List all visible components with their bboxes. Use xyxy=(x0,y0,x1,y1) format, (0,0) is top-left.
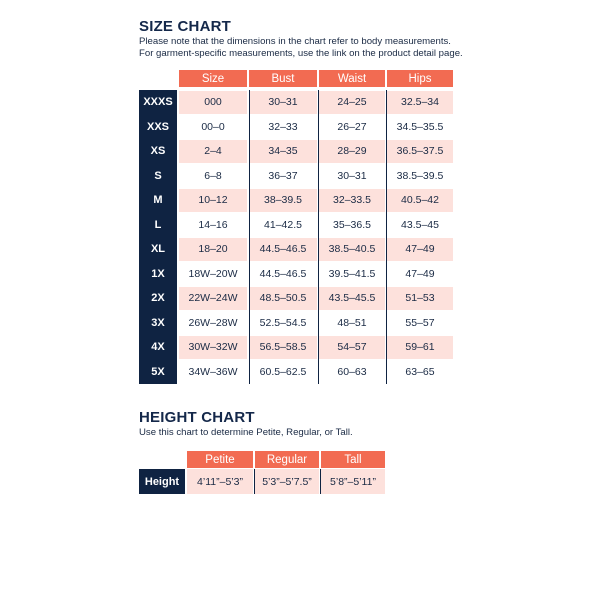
size-cell: 56.5–58.5 xyxy=(249,336,317,359)
size-cell: 32.5–34 xyxy=(387,91,453,114)
height-chart-title: HEIGHT CHART xyxy=(139,409,255,426)
size-column-divider xyxy=(249,90,250,384)
size-cell: 2–4 xyxy=(179,140,247,163)
size-cell: 35–36.5 xyxy=(319,214,385,237)
size-row-label: XL xyxy=(139,237,177,262)
height-row-label: Height xyxy=(139,469,185,494)
size-row-label: 4X xyxy=(139,335,177,360)
size-row-label: XS xyxy=(139,139,177,164)
height-header-tall: Tall xyxy=(321,451,385,468)
size-cell: 48–51 xyxy=(319,312,385,335)
size-cell: 30W–32W xyxy=(179,336,247,359)
size-cell: 28–29 xyxy=(319,140,385,163)
size-cell: 40.5–42 xyxy=(387,189,453,212)
size-row-label: 5X xyxy=(139,360,177,385)
size-cell: 00–0 xyxy=(179,116,247,139)
size-cell: 22W–24W xyxy=(179,287,247,310)
size-cell: 52.5–54.5 xyxy=(249,312,317,335)
size-cell: 34W–36W xyxy=(179,361,247,384)
size-cell: 60–63 xyxy=(319,361,385,384)
height-column-divider xyxy=(320,469,321,494)
size-chart-note-line-2: For garment-specific measurements, use the link on the product detail page. xyxy=(139,48,463,59)
size-row-label: XXXS xyxy=(139,90,177,115)
size-cell: 43.5–45 xyxy=(387,214,453,237)
size-cell: 18W–20W xyxy=(179,263,247,286)
height-cell: 4’11”–5’3” xyxy=(187,469,253,494)
size-cell: 44.5–46.5 xyxy=(249,238,317,261)
size-cell: 34–35 xyxy=(249,140,317,163)
size-cell: 38.5–39.5 xyxy=(387,165,453,188)
size-cell: 60.5–62.5 xyxy=(249,361,317,384)
size-cell: 34.5–35.5 xyxy=(387,116,453,139)
size-cell: 18–20 xyxy=(179,238,247,261)
size-row-label: 2X xyxy=(139,286,177,311)
size-cell: 32–33.5 xyxy=(319,189,385,212)
size-chart-note xyxy=(139,36,463,60)
size-chart-title: SIZE CHART xyxy=(139,18,231,35)
size-cell: 39.5–41.5 xyxy=(319,263,385,286)
size-row-label: L xyxy=(139,213,177,238)
size-row-label: XXS xyxy=(139,115,177,140)
size-cell: 54–57 xyxy=(319,336,385,359)
size-cell: 30–31 xyxy=(319,165,385,188)
size-header-size: Size xyxy=(179,70,247,87)
size-cell: 41–42.5 xyxy=(249,214,317,237)
size-cell: 44.5–46.5 xyxy=(249,263,317,286)
height-header-petite: Petite xyxy=(187,451,253,468)
height-chart-note: Use this chart to determine Petite, Regular, or Tall. xyxy=(139,427,353,438)
height-cell: 5’3”–5’7.5” xyxy=(255,469,319,494)
size-cell: 48.5–50.5 xyxy=(249,287,317,310)
size-cell: 24–25 xyxy=(319,91,385,114)
size-cell: 43.5–45.5 xyxy=(319,287,385,310)
size-header-waist: Waist xyxy=(319,70,385,87)
size-header-hips: Hips xyxy=(387,70,453,87)
size-cell: 26W–28W xyxy=(179,312,247,335)
size-column-divider xyxy=(386,90,387,384)
size-cell: 36–37 xyxy=(249,165,317,188)
size-row-label: S xyxy=(139,164,177,189)
size-chart-note-line-1: Please note that the dimensions in the chart refer to body measurements. xyxy=(139,36,451,47)
size-row-label: 1X xyxy=(139,262,177,287)
size-cell: 36.5–37.5 xyxy=(387,140,453,163)
size-column-divider xyxy=(318,90,319,384)
size-cell: 32–33 xyxy=(249,116,317,139)
height-cell: 5’8”–5’11” xyxy=(321,469,385,494)
size-cell: 38–39.5 xyxy=(249,189,317,212)
height-column-divider xyxy=(254,469,255,494)
size-cell: 000 xyxy=(179,91,247,114)
size-cell: 59–61 xyxy=(387,336,453,359)
height-header-regular: Regular xyxy=(255,451,319,468)
size-cell: 38.5–40.5 xyxy=(319,238,385,261)
size-cell: 47–49 xyxy=(387,238,453,261)
size-cell: 51–53 xyxy=(387,287,453,310)
size-header-bust: Bust xyxy=(249,70,317,87)
size-row-label: M xyxy=(139,188,177,213)
size-cell: 14–16 xyxy=(179,214,247,237)
size-cell: 55–57 xyxy=(387,312,453,335)
size-cell: 47–49 xyxy=(387,263,453,286)
size-cell: 30–31 xyxy=(249,91,317,114)
size-cell: 63–65 xyxy=(387,361,453,384)
size-cell: 10–12 xyxy=(179,189,247,212)
size-cell: 26–27 xyxy=(319,116,385,139)
size-cell: 6–8 xyxy=(179,165,247,188)
size-row-label: 3X xyxy=(139,311,177,336)
